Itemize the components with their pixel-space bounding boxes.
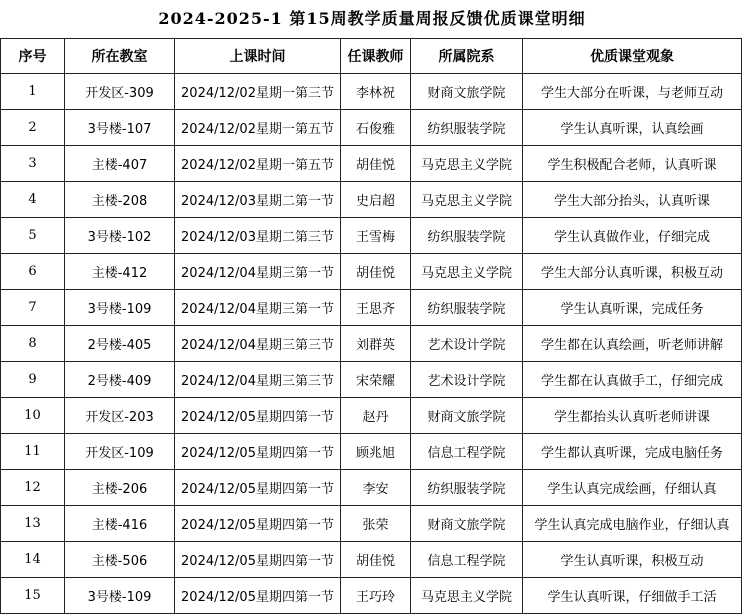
cell-classroom[interactable]: 主楼-208 [65, 182, 175, 218]
cell-teacher[interactable]: 王雪梅 [341, 218, 411, 254]
cell-observation[interactable]: 学生大部分抬头，认真听课 [523, 182, 742, 218]
cell-department[interactable]: 纺织服装学院 [411, 110, 523, 146]
table-body [1, 74, 742, 614]
cell-classroom[interactable]: 2号楼-409 [65, 362, 175, 398]
cell-class-time[interactable]: 2024/12/05星期四第一节 [175, 470, 341, 506]
cell-department[interactable]: 马克思主义学院 [411, 182, 523, 218]
cell-classroom[interactable]: 2号楼-405 [65, 326, 175, 362]
cell-observation[interactable]: 学生都在认真做手工，仔细完成 [523, 362, 742, 398]
data-table [0, 38, 742, 614]
cell-department[interactable]: 财商文旅学院 [411, 506, 523, 542]
cell-teacher[interactable]: 李林祝 [341, 74, 411, 110]
cell-observation[interactable]: 学生认真完成电脑作业，仔细认真 [523, 506, 742, 542]
cell-class-time[interactable]: 2024/12/04星期三第一节 [175, 254, 341, 290]
cell-observation[interactable]: 学生认真听课，认真绘画 [523, 110, 742, 146]
cell-classroom[interactable]: 开发区-203 [65, 398, 175, 434]
cell-seq[interactable]: 2 [1, 110, 65, 146]
cell-classroom[interactable]: 主楼-506 [65, 542, 175, 578]
header-row [1, 39, 742, 74]
cell-seq[interactable]: 13 [1, 506, 65, 542]
cell-classroom[interactable]: 3号楼-109 [65, 290, 175, 326]
cell-class-time[interactable]: 2024/12/05星期四第一节 [175, 398, 341, 434]
cell-class-time[interactable]: 2024/12/04星期三第三节 [175, 362, 341, 398]
cell-seq[interactable]: 6 [1, 254, 65, 290]
header-class-time[interactable]: 上课时间 [175, 39, 341, 74]
cell-observation[interactable]: 学生认真听课，仔细做手工活 [523, 578, 742, 614]
cell-class-time[interactable]: 2024/12/04星期三第一节 [175, 290, 341, 326]
cell-teacher[interactable]: 胡佳悦 [341, 254, 411, 290]
table-row [1, 578, 742, 614]
table-row [1, 542, 742, 578]
header-seq[interactable]: 序号 [1, 39, 65, 74]
cell-teacher[interactable]: 史启超 [341, 182, 411, 218]
cell-department[interactable]: 马克思主义学院 [411, 578, 523, 614]
cell-teacher[interactable]: 宋荣耀 [341, 362, 411, 398]
cell-class-time[interactable]: 2024/12/05星期四第一节 [175, 578, 341, 614]
cell-seq[interactable]: 3 [1, 146, 65, 182]
cell-department[interactable]: 纺织服装学院 [411, 470, 523, 506]
cell-observation[interactable]: 学生都抬头认真听老师讲课 [523, 398, 742, 434]
cell-observation[interactable]: 学生认真完成绘画，仔细认真 [523, 470, 742, 506]
cell-teacher[interactable]: 刘群英 [341, 326, 411, 362]
cell-class-time[interactable]: 2024/12/02星期一第三节 [175, 74, 341, 110]
cell-teacher[interactable]: 王巧玲 [341, 578, 411, 614]
cell-classroom[interactable]: 开发区-109 [65, 434, 175, 470]
cell-observation[interactable]: 学生认真听课，积极互动 [523, 542, 742, 578]
cell-observation[interactable]: 学生积极配合老师，认真听课 [523, 146, 742, 182]
cell-observation[interactable]: 学生大部分在听课，与老师互动 [523, 74, 742, 110]
cell-department[interactable]: 纺织服装学院 [411, 218, 523, 254]
table-row [1, 290, 742, 326]
cell-seq[interactable]: 4 [1, 182, 65, 218]
cell-classroom[interactable]: 开发区-309 [65, 74, 175, 110]
cell-classroom[interactable]: 3号楼-102 [65, 218, 175, 254]
cell-department[interactable]: 财商文旅学院 [411, 398, 523, 434]
header-classroom[interactable]: 所在教室 [65, 39, 175, 74]
cell-teacher[interactable]: 石俊雅 [341, 110, 411, 146]
cell-classroom[interactable]: 3号楼-107 [65, 110, 175, 146]
cell-department[interactable]: 艺术设计学院 [411, 362, 523, 398]
cell-seq[interactable]: 8 [1, 326, 65, 362]
sheet-title: 2024-2025-1 第15周教学质量周报反馈优质课堂明细 [158, 9, 586, 28]
header-teacher[interactable]: 任课教师 [341, 39, 411, 74]
table-row [1, 506, 742, 542]
cell-classroom[interactable]: 主楼-206 [65, 470, 175, 506]
cell-department[interactable]: 马克思主义学院 [411, 254, 523, 290]
header-observation[interactable]: 优质课堂观象 [523, 39, 742, 74]
cell-class-time[interactable]: 2024/12/02星期一第五节 [175, 146, 341, 182]
cell-observation[interactable]: 学生认真做作业，仔细完成 [523, 218, 742, 254]
cell-observation[interactable]: 学生大部分认真听课，积极互动 [523, 254, 742, 290]
cell-seq[interactable]: 1 [1, 74, 65, 110]
table-row [1, 110, 742, 146]
cell-seq[interactable]: 11 [1, 434, 65, 470]
cell-teacher[interactable]: 王思齐 [341, 290, 411, 326]
cell-observation[interactable]: 学生都认真听课，完成电脑任务 [523, 434, 742, 470]
cell-department[interactable]: 信息工程学院 [411, 542, 523, 578]
cell-classroom[interactable]: 主楼-412 [65, 254, 175, 290]
cell-class-time[interactable]: 2024/12/03星期二第一节 [175, 182, 341, 218]
table-row [1, 74, 742, 110]
cell-teacher[interactable]: 赵丹 [341, 398, 411, 434]
cell-seq[interactable]: 9 [1, 362, 65, 398]
table-row [1, 470, 742, 506]
table-row [1, 398, 742, 434]
cell-seq[interactable]: 7 [1, 290, 65, 326]
header-department[interactable]: 所属院系 [411, 39, 523, 74]
cell-class-time[interactable]: 2024/12/05星期四第一节 [175, 434, 341, 470]
cell-department[interactable]: 马克思主义学院 [411, 146, 523, 182]
cell-department[interactable]: 艺术设计学院 [411, 326, 523, 362]
cell-class-time[interactable]: 2024/12/04星期三第三节 [175, 326, 341, 362]
cell-class-time[interactable]: 2024/12/02星期一第五节 [175, 110, 341, 146]
cell-class-time[interactable]: 2024/12/03星期二第三节 [175, 218, 341, 254]
table-row [1, 326, 742, 362]
cell-classroom[interactable]: 主楼-407 [65, 146, 175, 182]
cell-seq[interactable]: 12 [1, 470, 65, 506]
cell-teacher[interactable]: 胡佳悦 [341, 146, 411, 182]
table-row [1, 254, 742, 290]
cell-classroom[interactable]: 主楼-416 [65, 506, 175, 542]
table-row [1, 218, 742, 254]
cell-seq[interactable]: 10 [1, 398, 65, 434]
cell-department[interactable]: 财商文旅学院 [411, 74, 523, 110]
table-row [1, 362, 742, 398]
cell-teacher[interactable]: 李安 [341, 470, 411, 506]
cell-teacher[interactable]: 顾兆旭 [341, 434, 411, 470]
cell-class-time[interactable]: 2024/12/05星期四第一节 [175, 542, 341, 578]
cell-teacher[interactable]: 张荣 [341, 506, 411, 542]
table-row [1, 182, 742, 218]
cell-teacher[interactable]: 胡佳悦 [341, 542, 411, 578]
table-row [1, 434, 742, 470]
cell-seq[interactable]: 15 [1, 578, 65, 614]
cell-classroom[interactable]: 3号楼-109 [65, 578, 175, 614]
table-row [1, 146, 742, 182]
cell-department[interactable]: 信息工程学院 [411, 434, 523, 470]
cell-observation[interactable]: 学生认真听课，完成任务 [523, 290, 742, 326]
cell-department[interactable]: 纺织服装学院 [411, 290, 523, 326]
cell-observation[interactable]: 学生都在认真绘画，听老师讲解 [523, 326, 742, 362]
cell-class-time[interactable]: 2024/12/05星期四第一节 [175, 506, 341, 542]
cell-seq[interactable]: 5 [1, 218, 65, 254]
cell-seq[interactable]: 14 [1, 542, 65, 578]
